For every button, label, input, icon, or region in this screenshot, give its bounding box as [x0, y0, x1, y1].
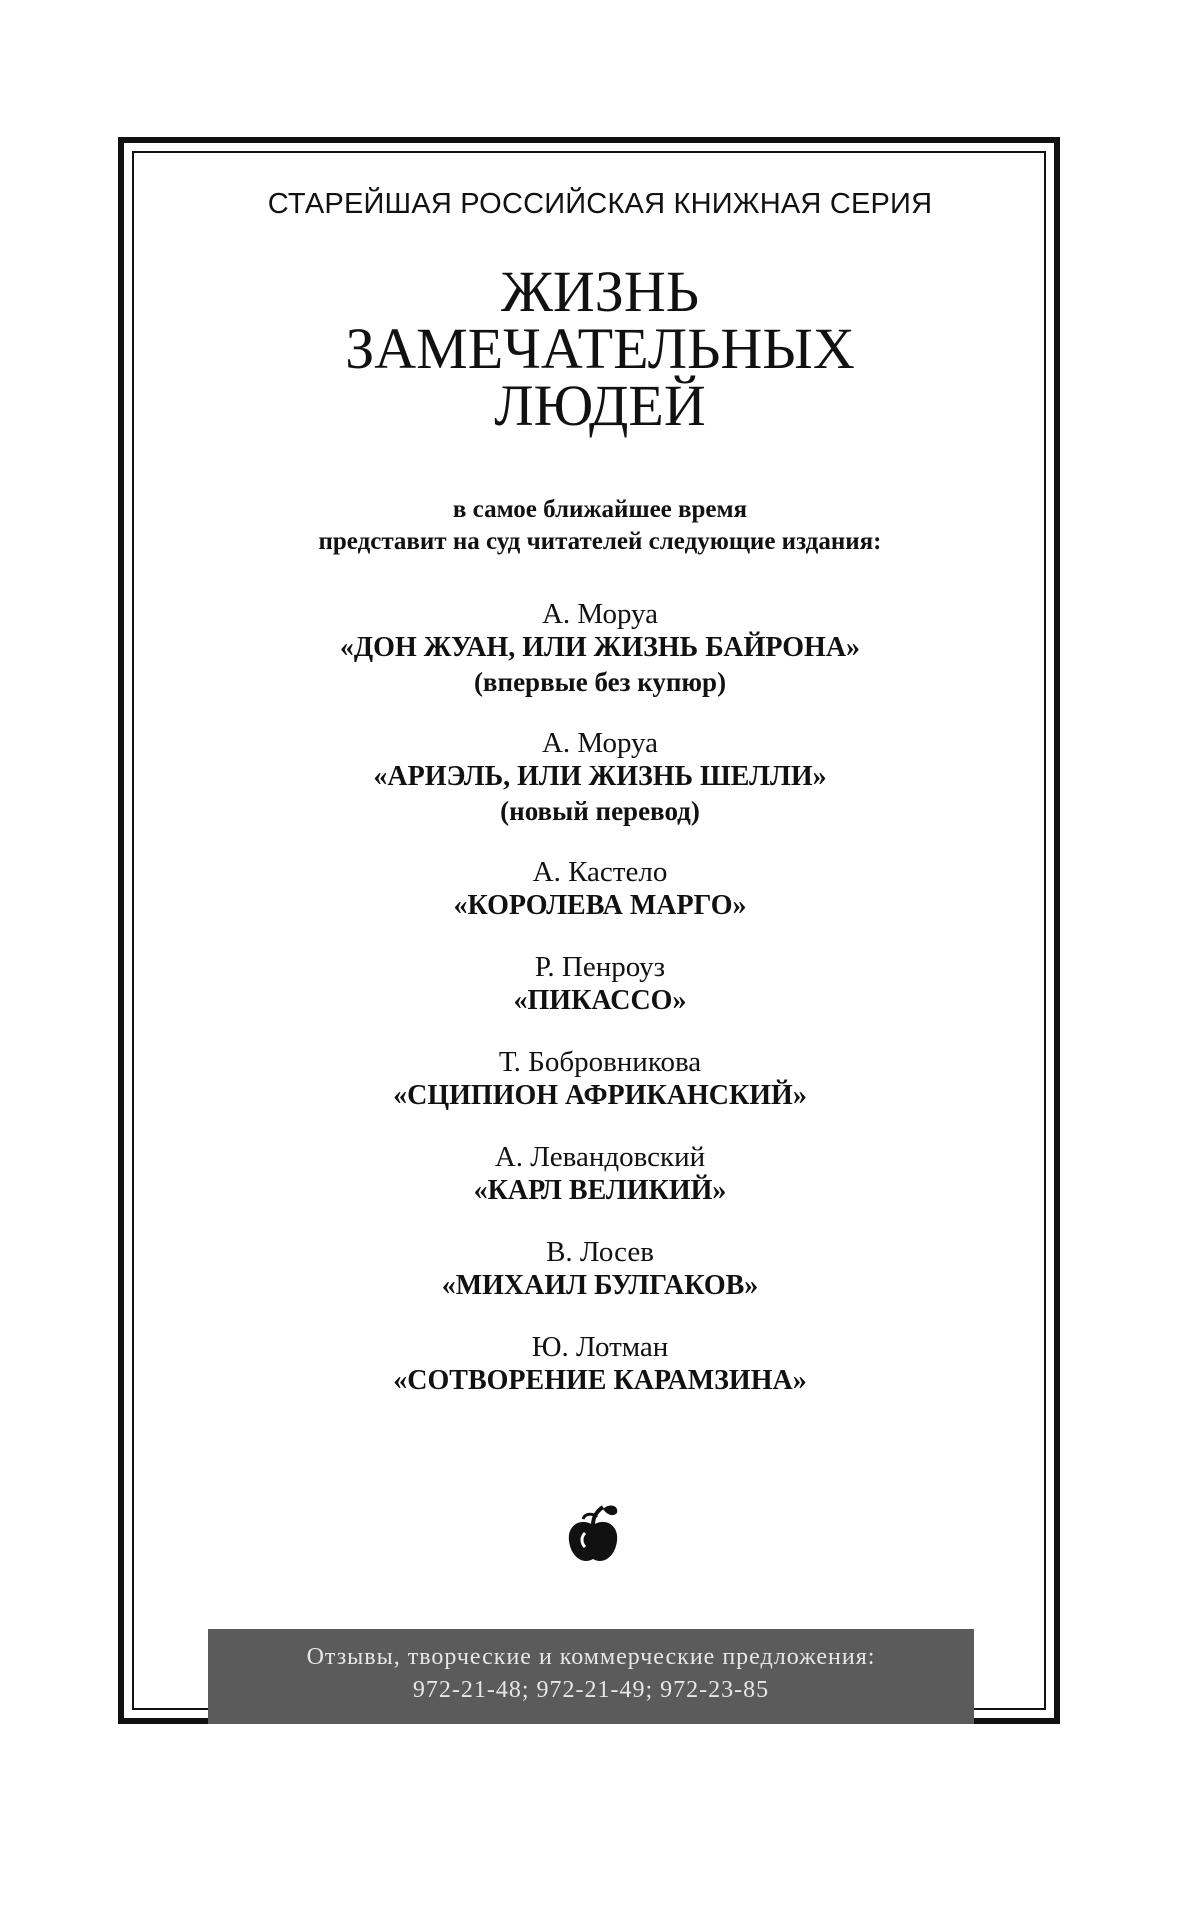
- series-label: СТАРЕЙШАЯ РОССИЙСКАЯ КНИЖНАЯ СЕРИЯ: [267, 188, 933, 220]
- book-item: [0, 597, 1200, 699]
- contacts-phones: 972-21-48; 972-21-49; 972-23-85: [412, 1677, 770, 1703]
- book-author: Т. Бобровникова: [498, 1046, 702, 1078]
- book-title: «МИХАИЛ БУЛГАКОВ»: [441, 1270, 759, 1301]
- book-item: [0, 1045, 1200, 1113]
- intro-line: в самое ближайшее время: [452, 496, 748, 523]
- apple-emblem-icon: [563, 1503, 623, 1567]
- book-title: «СЦИПИОН АФРИКАНСКИЙ»: [393, 1080, 807, 1111]
- book-title: «СОТВОРЕНИЕ КАРАМЗИНА»: [393, 1365, 807, 1396]
- series-title-line: ЖИЗНЬ: [500, 259, 700, 324]
- book-note: (новый перевод): [500, 796, 700, 826]
- book-item: [0, 1330, 1200, 1398]
- book-title: «КАРЛ ВЕЛИКИЙ»: [473, 1175, 727, 1206]
- contacts-line: Отзывы, творческие и коммерческие предложения:: [306, 1644, 876, 1670]
- book-author: А. Моруа: [541, 727, 659, 759]
- book-author: Ю. Лотман: [531, 1331, 669, 1363]
- book-title: «ДОН ЖУАН, ИЛИ ЖИЗНЬ БАЙРОНА»: [339, 632, 861, 663]
- book-title: «КОРОЛЕВА МАРГО»: [453, 890, 747, 921]
- book-note: (впервые без купюр): [473, 667, 727, 697]
- book-author: А. Левандовский: [494, 1141, 706, 1173]
- book-title: «АРИЭЛЬ, ИЛИ ЖИЗНЬ ШЕЛЛИ»: [373, 761, 827, 792]
- book-author: В. Лосев: [546, 1236, 654, 1268]
- book-item: [0, 1140, 1200, 1208]
- series-title-line: ЗАМЕЧАТЕЛЬНЫХ: [345, 316, 855, 381]
- book-author: А. Моруа: [541, 598, 659, 630]
- book-list: [0, 597, 1200, 1425]
- book-author: А. Кастело: [532, 856, 668, 888]
- series-title: [0, 259, 1200, 438]
- series-title-line: ЛЮДЕЙ: [494, 373, 706, 438]
- intro-line: представит на суд читателей следующие издания:: [318, 528, 882, 555]
- intro-text: [0, 494, 1200, 558]
- book-title: «ПИКАССО»: [513, 985, 687, 1016]
- book-item: [0, 726, 1200, 828]
- book-author: Р. Пенроуз: [534, 951, 666, 983]
- book-item: [0, 1235, 1200, 1303]
- book-item: [0, 855, 1200, 923]
- book-item: [0, 950, 1200, 1018]
- contacts-box: [208, 1629, 974, 1724]
